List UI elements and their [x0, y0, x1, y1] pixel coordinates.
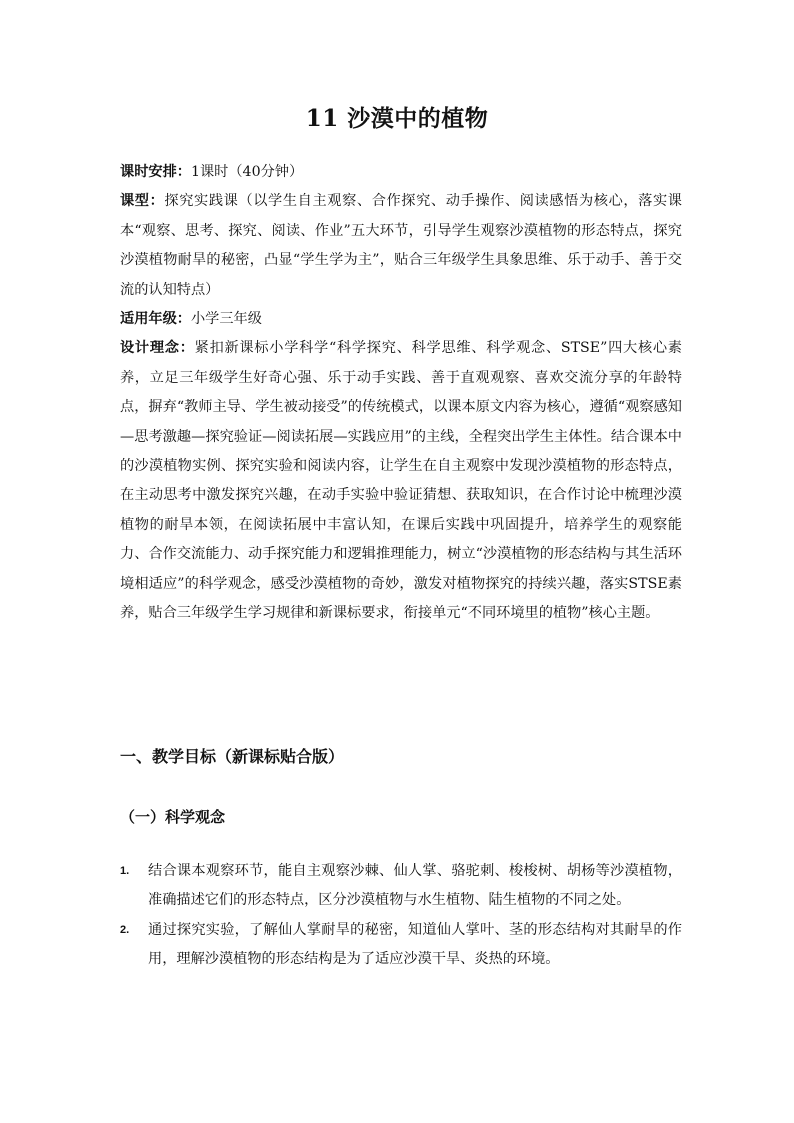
meta-value: 小学三年级: [190, 311, 262, 328]
meta-value: 1课时（40分钟）: [190, 164, 304, 180]
meta-value: 探究实践课（以学生自主观察、合作探究、动手操作、阅读感悟为核心，落实课本“观察、思考、探究、阅读、作业”五大环节，引导学生观察沙漠植物的形态特点，探究沙漠植物耐旱的秘密，凸显“学生学为主”，贴合三年级学生具象思维、乐于动手、善于交流的认知特点）: [120, 193, 682, 298]
meta-grade: [120, 305, 682, 334]
meta-label: 适用年级：: [120, 311, 191, 328]
list-item: [120, 916, 682, 975]
meta-lesson-type: [120, 187, 682, 305]
meta-value: 紧扣新课标小学科学“科学探究、科学思维、科学观念、STSE”四大核心素养，立足三年级学生好奇心强、乐于动手实践、善于直观观察、喜欢交流分享的年龄特点，摒弃“教师主导、学生被动接受”的传统模式，以课本原文内容为核心，遵循“观察感知—思考激趣—探究验证—阅读拓展—实践应用”的主线，全程突出学生主体性。结合课本中的沙漠植物实例、探究实验和阅读内容，让学生在自主观察中发现沙漠植物的形态特点，在主动思考中激发探究兴趣，在动手实验中验证猜想、获取知识，在合作讨论中梳理沙漠植物的耐旱本领，在阅读拓展中丰富认知，在课后实践中巩固提升，培养学生的观察能力、合作交流能力、动手探究能力和逻辑推理能力，树立“沙漠植物的形态结构与其生活环境相适应”的科学观念，感受沙漠植物的奇妙，激发对植物探究的持续兴趣，落实STSE素养，贴合三年级学生学习规律和新课标要求，衔接单元“不同环境里的植物”核心主题。: [120, 340, 682, 622]
meta-label: 设计理念：: [120, 340, 195, 357]
objectives-list: [120, 857, 682, 975]
list-number: 1.: [120, 865, 130, 877]
list-number: 2.: [120, 923, 130, 936]
meta-label: 课时安排：: [120, 164, 191, 180]
meta-schedule: [120, 158, 682, 187]
list-text: 通过探究实验，了解仙人掌耐旱的秘密，知道仙人掌叶、茎的形态结构对其耐旱的作用，理解沙漠植物的形态结构是为了适应沙漠干旱、炎热的环境。: [148, 921, 682, 968]
list-text: 结合课本观察环节，能自主观察沙棘、仙人掌、骆驼刺、梭梭树、胡杨等沙漠植物，准确描述它们的形态特点，区分沙漠植物与水生植物、陆生植物的不同之处。: [148, 863, 682, 909]
section-heading: 一、教学目标（新课标贴合版）: [120, 747, 345, 766]
subsection-heading: （一）科学观念: [120, 808, 226, 826]
page-title: 11 沙漠中的植物: [305, 105, 489, 132]
list-item: [120, 857, 682, 916]
meta-design-concept: [120, 334, 682, 628]
lesson-meta: [120, 158, 682, 629]
meta-label: 课型：: [120, 193, 165, 210]
